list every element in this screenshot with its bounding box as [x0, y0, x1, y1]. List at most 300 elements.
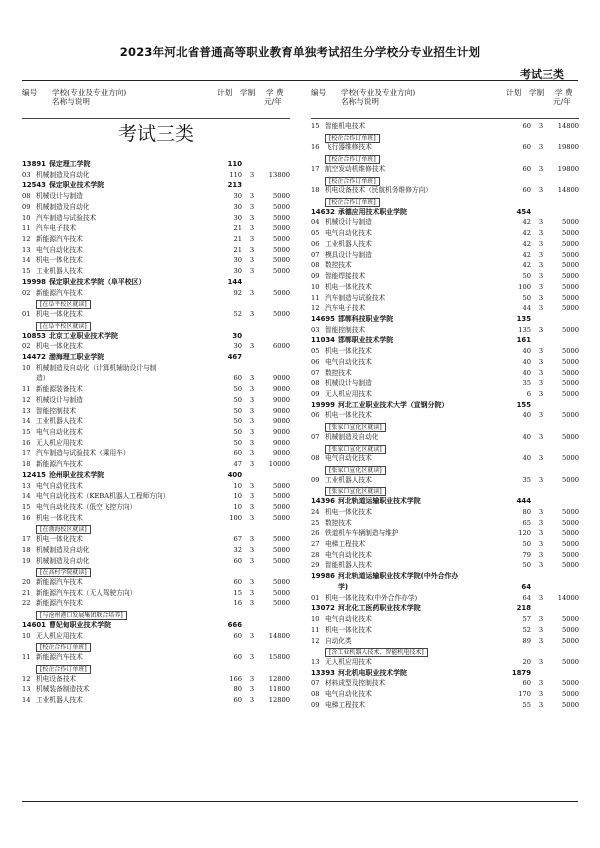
major-name: 机械制造及自动化 — [36, 202, 90, 211]
major-code: 08 — [22, 192, 31, 201]
school-name: 邯郸科技职业学院 — [338, 314, 394, 323]
major-plan: 60 — [233, 449, 242, 458]
major-plan: 52 — [522, 625, 531, 634]
major-years: 3 — [249, 406, 255, 415]
major-row — [311, 657, 579, 668]
title-rule — [22, 80, 578, 81]
note-row — [311, 196, 579, 207]
major-fee: 5000 — [272, 235, 290, 244]
major-fee: 9000 — [272, 427, 290, 436]
major-fee: 5000 — [272, 556, 290, 565]
major-plan: 21 — [233, 224, 242, 233]
major-name: 自动化类 — [325, 636, 352, 645]
major-fee: 5000 — [272, 202, 290, 211]
header-fee-unit: 元/年 — [553, 97, 571, 106]
major-code: 14 — [22, 695, 31, 704]
major-years: 3 — [249, 202, 255, 211]
major-years: 3 — [538, 250, 544, 259]
header-years: 学制 — [529, 88, 545, 97]
major-years: 3 — [249, 245, 255, 254]
major-years: 3 — [538, 143, 544, 152]
major-name: 机电一体化技术 — [325, 347, 372, 356]
major-row — [311, 164, 579, 175]
note-text: [ 含工业机器人技术、智能机电技术] — [325, 648, 428, 657]
major-code: 21 — [22, 588, 31, 597]
major-fee: 5000 — [272, 578, 290, 587]
major-code: 12 — [311, 636, 320, 645]
major-fee: 5000 — [561, 347, 579, 356]
school-plan: 64 — [521, 582, 531, 591]
major-years: 3 — [249, 653, 255, 662]
school-code: 19986 — [311, 572, 335, 581]
major-code: 06 — [311, 357, 320, 366]
school-code: 19998 — [22, 277, 46, 286]
major-plan: 21 — [233, 235, 242, 244]
school-code: 10853 — [22, 331, 46, 340]
major-plan: 50 — [233, 406, 242, 415]
major-years: 3 — [538, 700, 544, 709]
major-row — [311, 121, 579, 132]
major-code: 09 — [311, 272, 320, 281]
major-years: 3 — [538, 379, 544, 388]
header-plan: 计划 — [506, 88, 522, 97]
note-row — [311, 646, 579, 657]
major-row — [22, 652, 290, 663]
major-name: 材料成型及控制技术 — [325, 679, 386, 688]
major-name: 电气自动化技术 — [325, 229, 372, 238]
major-years: 3 — [538, 357, 544, 366]
header-fee: 学 费 — [555, 88, 573, 97]
major-plan: 30 — [233, 256, 242, 265]
major-plan: 57 — [522, 615, 531, 624]
note-row — [311, 421, 579, 432]
school-row — [311, 496, 579, 507]
major-plan: 80 — [233, 685, 242, 694]
major-row — [22, 598, 290, 609]
major-years: 3 — [538, 347, 544, 356]
major-row — [311, 550, 579, 561]
major-fee: 13800 — [268, 170, 290, 179]
major-code: 02 — [22, 288, 31, 297]
major-years: 3 — [249, 449, 255, 458]
major-code: 03 — [22, 170, 31, 179]
major-years: 3 — [249, 395, 255, 404]
major-row — [22, 309, 290, 320]
major-code: 13 — [311, 657, 320, 666]
major-row — [311, 678, 579, 689]
major-years: 3 — [249, 503, 255, 511]
major-fee: 5000 — [561, 261, 579, 270]
major-row — [311, 700, 579, 711]
major-name: 电气自动化技术（低空飞控方向） — [36, 503, 137, 511]
major-row — [22, 491, 290, 502]
note-text: [ 校企合作订单班] — [325, 155, 380, 164]
major-code: 27 — [311, 540, 320, 549]
major-fee: 9000 — [272, 417, 290, 426]
major-name: 机电一体化技术(中外合作办学) — [325, 593, 418, 602]
major-years: 3 — [249, 545, 255, 554]
major-fee: 5000 — [561, 657, 579, 666]
major-code: 11 — [22, 653, 31, 662]
major-fee: 14800 — [557, 122, 579, 130]
major-name: 电梯工程技术 — [325, 540, 366, 549]
major-fee: 15800 — [268, 653, 290, 662]
major-name: 机械装备制造技术 — [36, 685, 90, 694]
major-name: 机械设计与制造 — [36, 395, 83, 404]
major-years: 3 — [249, 213, 255, 222]
major-name: 电气自动化技术 — [325, 454, 372, 463]
header-school: 学校(专业及专业方向) — [341, 88, 416, 97]
major-row — [22, 288, 290, 299]
major-name: 电气自动化技术 — [36, 427, 83, 436]
major-code: 08 — [311, 379, 320, 388]
major-code: 11 — [22, 385, 31, 394]
major-years: 3 — [538, 475, 544, 484]
major-plan: 135 — [518, 325, 531, 334]
note-text: [ 校企合作订单班] — [325, 177, 380, 186]
major-row — [311, 228, 579, 239]
note-text: [ 与沧州港口发展集团联合培养] — [36, 611, 127, 620]
major-years: 3 — [538, 550, 544, 559]
major-code: 18 — [22, 460, 31, 469]
major-name: 智能焊接技术 — [325, 272, 366, 281]
major-row — [311, 217, 579, 228]
major-plan: 42 — [522, 250, 531, 259]
major-row — [311, 432, 579, 443]
major-code: 14 — [22, 492, 31, 501]
major-row — [22, 363, 290, 374]
major-plan: 60 — [522, 186, 531, 195]
major-fee: 5000 — [561, 550, 579, 559]
major-name: 电气自动化技术 — [325, 615, 372, 624]
major-years: 3 — [538, 657, 544, 666]
major-row — [22, 695, 290, 706]
major-plan: 40 — [522, 347, 531, 356]
major-plan: 42 — [522, 229, 531, 238]
major-plan: 10 — [233, 503, 242, 511]
major-plan: 40 — [522, 432, 531, 441]
major-code: 14 — [22, 256, 31, 265]
major-name: 机械制造及自动化 — [36, 545, 90, 554]
major-row — [22, 674, 290, 685]
major-years: 3 — [538, 432, 544, 441]
major-row — [311, 528, 579, 539]
major-code: 05 — [311, 229, 320, 238]
school-plan: 1879 — [511, 668, 531, 677]
major-code: 19 — [22, 556, 31, 565]
major-name: 汽车电子技术 — [325, 304, 366, 313]
major-row — [311, 507, 579, 518]
major-plan: 60 — [233, 374, 242, 383]
school-name: 保定职业技术学院 — [49, 181, 105, 190]
major-name: 机械制造及自动化 — [325, 432, 379, 441]
major-years: 3 — [249, 170, 255, 179]
major-plan: 50 — [233, 395, 242, 404]
major-fee: 5000 — [272, 481, 290, 490]
major-code: 22 — [22, 599, 31, 608]
major-years: 3 — [249, 288, 255, 297]
major-name: 电气自动化技术（KEBA机器人工程师方向） — [36, 492, 170, 501]
major-name: 机械制造及自动化 — [36, 170, 90, 179]
major-code: 28 — [311, 550, 320, 559]
major-plan: 170 — [518, 690, 531, 699]
major-fee: 9000 — [272, 374, 290, 383]
right-column — [311, 86, 579, 711]
major-fee: 10000 — [268, 460, 290, 469]
major-code: 18 — [22, 545, 31, 554]
major-years: 3 — [249, 427, 255, 436]
major-name: 汽车电子技术 — [36, 224, 77, 233]
header-rule — [22, 118, 290, 119]
school-plan: 161 — [516, 336, 531, 345]
major-plan: 50 — [522, 293, 531, 302]
major-name: 无人机应用技术 — [36, 438, 83, 447]
major-plan: 89 — [522, 636, 531, 645]
major-name: 智能控制技术 — [325, 325, 366, 334]
note-text: [ 在高村学院就读] — [36, 568, 91, 577]
left-rows — [22, 121, 290, 706]
major-name: 智能控制技术 — [36, 406, 77, 415]
major-fee: 5000 — [272, 213, 290, 222]
major-years: 3 — [538, 218, 544, 227]
note-row — [311, 443, 579, 454]
school-name: 保定职业技术学院（阜平校区） — [49, 277, 146, 286]
major-years: 3 — [538, 690, 544, 699]
major-fee: 5000 — [272, 535, 290, 544]
major-plan: 30 — [233, 202, 242, 211]
major-fee: 5000 — [561, 357, 579, 366]
note-text: [ 张家口宣化区就读] — [325, 423, 386, 432]
major-row — [311, 271, 579, 282]
major-code: 17 — [311, 164, 320, 173]
school-row — [311, 207, 579, 218]
major-plan: 30 — [233, 192, 242, 201]
major-code: 07 — [311, 679, 320, 688]
school-name: 河北工业职业技术大学（宣钢分院） — [338, 400, 449, 409]
school-code: 14472 — [22, 352, 46, 361]
major-years: 3 — [538, 282, 544, 291]
major-name: 无人机应用技术 — [325, 657, 372, 666]
header-school: 学校(专业及专业方向) — [52, 88, 127, 97]
major-row — [22, 631, 290, 642]
major-name: 无人机应用技术 — [36, 631, 83, 640]
major-name: 模具设计与制造 — [325, 250, 372, 259]
major-fee: 5000 — [561, 690, 579, 699]
school-row — [311, 335, 579, 346]
school-row — [22, 352, 290, 363]
major-plan: 80 — [522, 507, 531, 516]
major-name: 新能源汽车技术 — [36, 653, 83, 662]
major-name: 智能机电技术 — [325, 122, 366, 130]
major-plan: 30 — [233, 267, 242, 276]
major-fee: 5000 — [561, 379, 579, 388]
major-name: 机电一体化技术 — [325, 625, 372, 634]
major-plan: 64 — [522, 593, 531, 602]
note-text: [ 校企合作订单班] — [36, 643, 91, 652]
major-code: 07 — [311, 368, 320, 377]
major-row — [311, 475, 579, 486]
major-row — [311, 560, 579, 571]
major-name: 新能源汽车技术 — [36, 599, 83, 608]
major-plan: 60 — [522, 164, 531, 173]
school-code: 14601 — [22, 620, 46, 629]
major-row — [22, 266, 290, 277]
major-name: 电气自动化技术 — [36, 245, 83, 254]
major-fee: 5000 — [561, 636, 579, 645]
major-name: 无人机应用技术 — [325, 389, 372, 398]
footer-rule — [22, 801, 578, 802]
major-name: 新能源装备技术 — [36, 385, 83, 394]
major-years: 3 — [538, 636, 544, 645]
major-fee: 19800 — [557, 164, 579, 173]
header-plan: 计划 — [217, 88, 233, 97]
major-plan: 44 — [522, 304, 531, 313]
major-code: 16 — [311, 143, 320, 152]
major-fee: 5000 — [561, 700, 579, 709]
right-rows — [311, 121, 579, 711]
major-row — [311, 325, 579, 336]
major-plan: 30 — [233, 342, 242, 351]
major-code: 29 — [311, 561, 320, 570]
major-plan: 50 — [233, 438, 242, 447]
major-fee: 5000 — [561, 518, 579, 527]
note-row — [311, 464, 579, 475]
school-plan: 400 — [227, 470, 242, 479]
major-row — [22, 416, 290, 427]
school-name: 曹妃甸职业技术学院 — [49, 620, 112, 629]
school-row — [311, 400, 579, 411]
school-code: 13393 — [311, 668, 335, 677]
major-plan: 110 — [229, 170, 242, 179]
major-years: 3 — [538, 186, 544, 195]
note-row — [311, 485, 579, 496]
major-plan: 15 — [233, 588, 242, 597]
major-years: 3 — [538, 122, 544, 130]
major-row — [22, 577, 290, 588]
note-row — [22, 320, 290, 331]
page-title: 2023年河北省普通高等职业教育单独考试招生分学校分专业招生计划 — [119, 45, 481, 59]
major-years: 3 — [249, 417, 255, 426]
major-name: 电气自动化技术 — [325, 357, 372, 366]
major-plan: 52 — [233, 310, 242, 319]
category-heading — [22, 121, 290, 159]
major-name: 智能机器人技术 — [325, 561, 372, 570]
major-code: 03 — [311, 325, 320, 334]
major-years: 3 — [249, 235, 255, 244]
school-code: 14632 — [311, 207, 335, 216]
major-plan: 35 — [522, 475, 531, 484]
major-fee: 5000 — [272, 503, 290, 511]
school-plan: 454 — [516, 207, 531, 216]
major-years: 3 — [538, 561, 544, 570]
major-years: 3 — [249, 481, 255, 490]
major-years: 3 — [538, 529, 544, 538]
major-code: 13 — [22, 685, 31, 694]
major-years: 3 — [538, 518, 544, 527]
major-code: 20 — [22, 578, 31, 587]
category-heading-text: 考试三类 — [117, 123, 194, 145]
major-code: 24 — [311, 507, 320, 516]
major-row — [311, 185, 579, 196]
major-plan: 50 — [522, 561, 531, 570]
header-code: 编号 — [22, 88, 38, 97]
major-fee: 5000 — [272, 513, 290, 522]
major-code: 04 — [311, 218, 320, 227]
school-plan: 110 — [227, 160, 242, 168]
school-plan: 666 — [227, 620, 242, 629]
major-code: 06 — [311, 411, 320, 420]
major-plan: 50 — [522, 272, 531, 281]
major-code: 07 — [311, 250, 320, 259]
major-code: 09 — [22, 202, 31, 211]
major-row — [22, 513, 290, 524]
major-code: 17 — [22, 449, 31, 458]
school-code: 13072 — [311, 604, 335, 613]
major-name: 机电设备技术 — [36, 674, 77, 683]
major-years: 3 — [249, 599, 255, 608]
major-name: 机电一体化技术 — [36, 535, 83, 544]
major-plan: 79 — [522, 550, 531, 559]
school-code: 14695 — [311, 314, 335, 323]
category-label: 考试三类 — [520, 68, 564, 81]
major-years: 3 — [538, 540, 544, 549]
major-fee: 5000 — [561, 454, 579, 463]
major-fee: 5000 — [272, 599, 290, 608]
major-code: 08 — [311, 690, 320, 699]
major-code: 09 — [311, 389, 320, 398]
school-plan: 135 — [516, 314, 531, 323]
major-fee: 5000 — [561, 293, 579, 302]
major-years: 3 — [249, 695, 255, 704]
school-name: 学) — [338, 582, 349, 591]
major-years: 3 — [249, 374, 255, 383]
school-row — [22, 180, 290, 191]
major-fee: 5000 — [561, 432, 579, 441]
major-row — [311, 282, 579, 293]
major-name: 新能源汽车技术 — [36, 288, 83, 297]
major-years: 3 — [249, 588, 255, 597]
school-row — [22, 277, 290, 288]
major-row — [311, 636, 579, 647]
major-name: 机电一体化技术 — [36, 513, 83, 522]
major-row — [22, 170, 290, 181]
major-row — [22, 406, 290, 417]
school-row — [22, 470, 290, 481]
note-text: [ 在阜平校区就读] — [36, 300, 91, 309]
major-name: 机械设计与制造 — [325, 218, 372, 227]
major-name: 工业机器人技术 — [325, 475, 372, 484]
table-header — [311, 86, 579, 118]
major-code: 09 — [311, 700, 320, 709]
major-name: 飞行器维修技术 — [325, 143, 372, 152]
major-plan: 16 — [233, 599, 242, 608]
major-plan: 50 — [522, 540, 531, 549]
major-years: 3 — [249, 192, 255, 201]
major-fee: 5000 — [561, 679, 579, 688]
header-rule — [311, 118, 579, 119]
school-name: 保定理工学院 — [49, 160, 91, 168]
major-code: 15 — [22, 427, 31, 436]
school-name: 渤海理工职业学院 — [49, 352, 105, 361]
major-row — [311, 539, 579, 550]
major-fee: 5000 — [561, 389, 579, 398]
major-years: 3 — [538, 304, 544, 313]
major-name: 机电一体化技术 — [36, 256, 83, 265]
major-plan: 47 — [233, 460, 242, 469]
major-fee: 5000 — [561, 540, 579, 549]
major-years: 3 — [249, 492, 255, 501]
major-code: 12 — [311, 304, 320, 313]
